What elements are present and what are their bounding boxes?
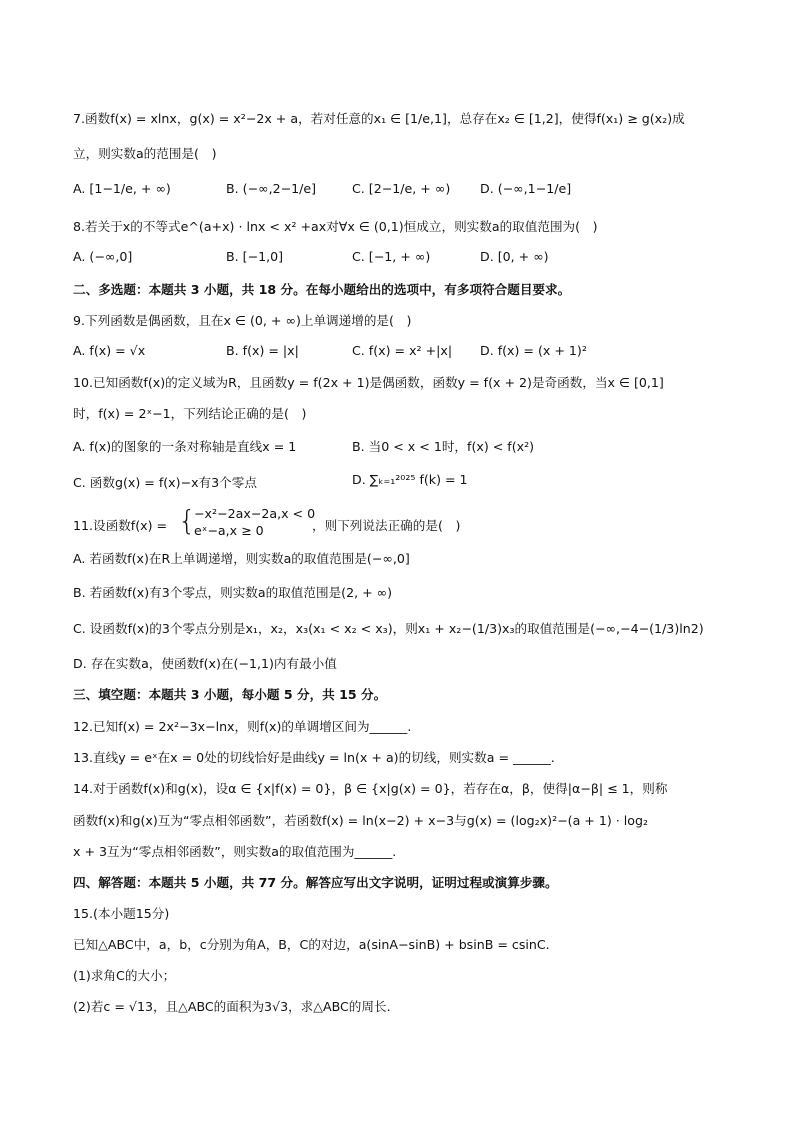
q14-line1: 14.对于函数f(x)和g(x)，设α ∈ {x|f(x) = 0}，β ∈ {x|g(x) = 0}，若存在α，β，使得|α−β| ≤ 1，则称 bbox=[73, 781, 668, 796]
q11-brace: { bbox=[178, 504, 196, 537]
q10-option-b: B. 当0 < x < 1时，f(x) < f(x²) bbox=[352, 439, 535, 454]
q11-option-c: C. 设函数f(x)的3个零点分别是x₁，x₂，x₃(x₁ < x₂ < x₃)，则x₁ + x₂−(1/3)x₃的取值范围是(−∞,−4−(1/3)ln2) bbox=[73, 621, 704, 636]
q8-option-b: B. [−1,0] bbox=[226, 249, 284, 264]
q11-lead: 11.设函数f(x) = bbox=[73, 518, 168, 533]
q10-option-a: A. f(x)的图象的一条对称轴是直线x = 1 bbox=[73, 439, 297, 454]
q14-line2: 函数f(x)和g(x)互为“零点相邻函数”，若函数f(x) = ln(x−2) + x−3与g(x) = (log₂x)²−(a + 1) · log₂ bbox=[73, 813, 649, 828]
q9-option-a: A. f(x) = √x bbox=[73, 343, 146, 358]
q9-line1: 9.下列函数是偶函数，且在x ∈ (0, + ∞)上单调递增的是( ) bbox=[73, 313, 412, 328]
section-4-heading: 四、解答题：本题共 5 小题，共 77 分。解答应写出文字说明，证明过程或演算步骤。 bbox=[73, 875, 558, 890]
q9-option-c: C. f(x) = x² +|x| bbox=[352, 343, 453, 358]
section-2-heading: 二、多选题：本题共 3 小题，共 18 分。在每小题给出的选项中，有多项符合题目要求。 bbox=[73, 282, 571, 297]
q10-option-d: D. ∑ₖ₌₁²⁰²⁵ f(k) = 1 bbox=[352, 472, 468, 487]
q15-stem: 已知△ABC中，a，b，c分别为角A，B，C的对边，a(sinA−sinB) + bsinB = csinC. bbox=[73, 937, 550, 952]
q7-line2: 立，则实数a的范围是( ) bbox=[73, 146, 217, 161]
q11-tail: ，则下列说法正确的是( ) bbox=[312, 518, 461, 533]
q7-option-a: A. [1−1/e, + ∞) bbox=[73, 181, 171, 196]
q7-option-b: B. (−∞,2−1/e] bbox=[226, 181, 317, 196]
q8-line1: 8.若关于x的不等式e^(a+x) · lnx < x² +ax对∀x ∈ (0,1)恒成立，则实数a的取值范围为( ) bbox=[73, 219, 598, 234]
q8-option-d: D. [0, + ∞) bbox=[480, 249, 549, 264]
q10-line2: 时，f(x) = 2ˣ−1，下列结论正确的是( ) bbox=[73, 406, 307, 421]
q7-line1: 7.函数f(x) = xlnx，g(x) = x²−2x + a，若对任意的x₁ ∈ [1/e,1]，总存在x₂ ∈ [1,2]，使得f(x₁) ≥ g(x₂)成 bbox=[73, 111, 685, 126]
q14-line3: x + 3互为“零点相邻函数”，则实数a的取值范围为______. bbox=[73, 844, 397, 859]
q7-option-d: D. (−∞,1−1/e] bbox=[480, 181, 572, 196]
q15-heading: 15.(本小题15分) bbox=[73, 906, 170, 921]
q15-part2: (2)若c = √13，且△ABC的面积为3√3，求△ABC的周长. bbox=[73, 999, 391, 1014]
q10-line1: 10.已知函数f(x)的定义域为R，且函数y = f(2x + 1)是偶函数，函数y = f(x + 2)是奇函数，当x ∈ [0,1] bbox=[73, 375, 664, 390]
q11-option-a: A. 若函数f(x)在R上单调递增，则实数a的取值范围是(−∞,0] bbox=[73, 551, 410, 566]
q8-option-c: C. [−1, + ∞) bbox=[352, 249, 431, 264]
q11-case1: −x²−2ax−2a,x < 0 bbox=[194, 506, 316, 521]
q12-line: 12.已知f(x) = 2x²−3x−lnx，则f(x)的单调增区间为______. bbox=[73, 719, 412, 734]
q7-option-c: C. [2−1/e, + ∞) bbox=[352, 181, 451, 196]
q9-option-d: D. f(x) = (x + 1)² bbox=[480, 343, 587, 358]
q9-option-b: B. f(x) = |x| bbox=[226, 343, 299, 358]
q10-option-c: C. 函数g(x) = f(x)−x有3个零点 bbox=[73, 475, 257, 490]
q11-case2: eˣ−a,x ≥ 0 bbox=[194, 523, 264, 538]
q8-option-a: A. (−∞,0] bbox=[73, 249, 133, 264]
q15-part1: (1)求角C的大小； bbox=[73, 968, 176, 983]
q11-option-b: B. 若函数f(x)有3个零点，则实数a的取值范围是(2, + ∞) bbox=[73, 585, 393, 600]
section-3-heading: 三、填空题：本题共 3 小题，每小题 5 分，共 15 分。 bbox=[73, 687, 387, 702]
q13-line: 13.直线y = eˣ在x = 0处的切线恰好是曲线y = ln(x + a)的切线，则实数a = ______. bbox=[73, 750, 555, 765]
q11-option-d: D. 存在实数a，使函数f(x)在(−1,1)内有最小值 bbox=[73, 656, 337, 671]
